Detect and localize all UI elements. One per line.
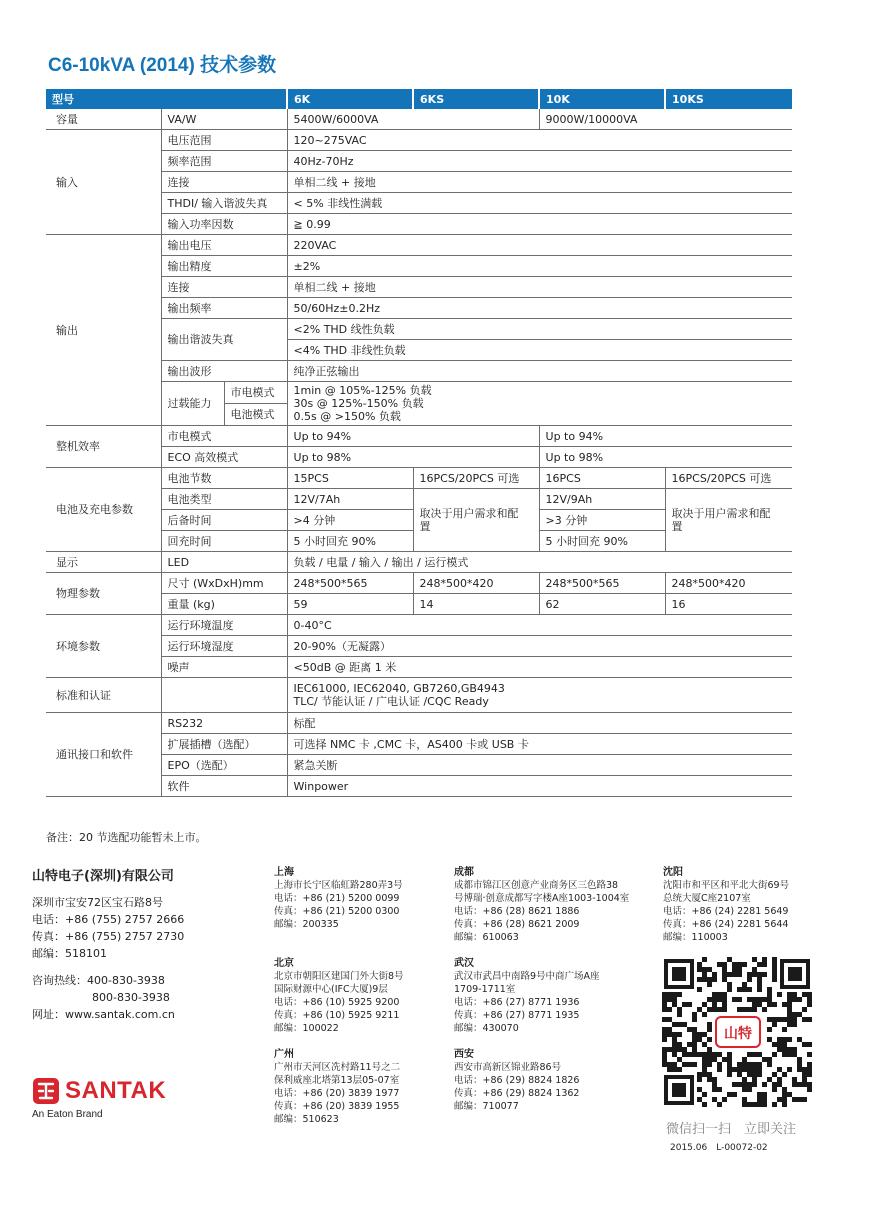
office-line: 总统大厦C座2107室 xyxy=(663,893,751,904)
cell-value: 9000W/10000VA xyxy=(539,109,792,130)
row-label: 尺寸 (WxDxH)mm xyxy=(161,573,287,594)
cell-value: 16PCS/20PCS 可选 xyxy=(665,468,792,489)
page-title: C6-10kVA (2014) 技术参数 xyxy=(48,55,277,76)
group-label: 输入 xyxy=(46,130,161,235)
company-phone: 电话：+86 (755) 2757 2666 xyxy=(32,913,185,926)
company-name: 山特电子(深圳)有限公司 xyxy=(32,869,174,884)
office-line: 电话：+86 (20) 3839 1977 xyxy=(274,1088,400,1099)
cell-value: 248*500*565 xyxy=(539,573,665,594)
cell-value: <2% THD 线性负载 xyxy=(287,319,792,340)
cell-value: >3 分钟 xyxy=(539,510,665,531)
office-line: 上海市长宁区临虹路280弄3号 xyxy=(274,880,403,891)
cell-value: 16PCS/20PCS 可选 xyxy=(413,468,539,489)
row-label: 输出电压 xyxy=(161,235,287,256)
office-line: 电话：+86 (21) 5200 0099 xyxy=(274,893,400,904)
office-line: 国际财源中心(IFC大厦)9层 xyxy=(274,984,388,995)
office-line: 广州市天河区冼村路11号之二 xyxy=(274,1062,401,1073)
company-hotline: 咨询热线：400-830-3938 xyxy=(32,974,165,987)
row-label: 输入功率因数 xyxy=(161,214,287,235)
office-line: 邮编：430070 xyxy=(454,1023,519,1034)
table-row xyxy=(46,678,792,713)
cell-value: 紧急关断 xyxy=(287,755,792,776)
wechat-caption: 微信扫一扫 立即关注 xyxy=(666,1122,797,1137)
cell-value: 120~275VAC xyxy=(287,130,792,151)
office-line: 邮编：610063 xyxy=(454,932,519,943)
row-label: 输出频率 xyxy=(161,298,287,319)
row-label: 输出波形 xyxy=(161,361,287,382)
group-label: 通讯接口和软件 xyxy=(46,713,161,797)
row-sublabel: 电池模式 xyxy=(224,404,287,426)
cell-value: ≧ 0.99 xyxy=(287,214,792,235)
group-label: 电池及充电参数 xyxy=(46,468,161,552)
company-address: 深圳市宝安72区宝石路8号 xyxy=(32,896,163,909)
cell-value xyxy=(287,678,792,713)
row-label: 回充时间 xyxy=(161,531,287,552)
cell-value: 12V/9Ah xyxy=(539,489,665,510)
group-label: 显示 xyxy=(46,552,161,573)
row-label: 运行环境温度 xyxy=(161,615,287,636)
cell-value: 16 xyxy=(665,594,792,615)
row-label: 输出谐波失真 xyxy=(161,319,287,361)
cell-value: 取决于用户需求和配置 xyxy=(413,489,539,552)
office-line: 邮编：200335 xyxy=(274,919,339,930)
row-label: RS232 xyxy=(161,713,287,734)
cell-value: 50/60Hz±0.2Hz xyxy=(287,298,792,319)
row-label: 重量 (kg) xyxy=(161,594,287,615)
row-label: 扩展插槽（选配） xyxy=(161,734,287,755)
row-label: 连接 xyxy=(161,172,287,193)
cell-value: 纯净正弦输出 xyxy=(287,361,792,382)
office-line: 传真：+86 (10) 5925 9211 xyxy=(274,1010,400,1021)
overload-line: 30s @ 125%-150% 负载 xyxy=(293,397,424,410)
group-label: 容量 xyxy=(46,109,161,130)
office-city: 西安 xyxy=(454,1049,474,1060)
cell-value: 248*500*420 xyxy=(413,573,539,594)
cell-value: 248*500*565 xyxy=(287,573,413,594)
row-label: 后备时间 xyxy=(161,510,287,531)
row-label: 电池类型 xyxy=(161,489,287,510)
office-line: 电话：+86 (27) 8771 1936 xyxy=(454,997,580,1008)
cell-value: <4% THD 非线性负载 xyxy=(287,340,792,361)
office-xian xyxy=(454,1048,579,1113)
cell-value: < 5% 非线性满载 xyxy=(287,193,792,214)
cell-value: 5 小时回充 90% xyxy=(287,531,413,552)
brand-tagline: An Eaton Brand xyxy=(32,1109,103,1120)
office-line: 电话：+86 (28) 8621 1886 xyxy=(454,906,580,917)
row-label: THDI/ 输入谐波失真 xyxy=(161,193,287,214)
cell-value: Up to 98% xyxy=(287,447,539,468)
document-code: 2015.06 L-00072-02 xyxy=(670,1143,768,1153)
office-line: 沈阳市和平区和平北大街69号 xyxy=(663,880,790,891)
header-6ks: 6KS xyxy=(413,89,539,109)
company-web: 网址：www.santak.com.cn xyxy=(32,1008,175,1021)
cell-value: 14 xyxy=(413,594,539,615)
cell-value: 248*500*420 xyxy=(665,573,792,594)
overload-line: 1min @ 105%-125% 负载 xyxy=(293,384,432,397)
office-line: 号博瑞·创意成都写字楼A座1003-1004室 xyxy=(454,893,630,904)
company-post: 邮编：518101 xyxy=(32,947,107,960)
office-line: 邮编：110003 xyxy=(663,932,728,943)
office-line: 北京市朝阳区建国门外大街8号 xyxy=(274,971,404,982)
group-label: 标准和认证 xyxy=(46,678,161,713)
cell-value: <50dB @ 距离 1 米 xyxy=(287,657,792,678)
office-line: 邮编：710077 xyxy=(454,1101,519,1112)
office-city: 成都 xyxy=(454,867,474,878)
santak-logo xyxy=(32,1077,166,1105)
table-row xyxy=(46,426,792,447)
cell-value xyxy=(287,382,792,426)
row-label: EPO（选配） xyxy=(161,755,287,776)
row-label: 运行环境湿度 xyxy=(161,636,287,657)
office-shanghai xyxy=(274,866,403,931)
cell-value: 220VAC xyxy=(287,235,792,256)
group-label: 物理参数 xyxy=(46,573,161,615)
office-line: 保利威座北塔第13层05-07室 xyxy=(274,1075,400,1086)
cell-value: 可选择 NMC 卡 ,CMC 卡，AS400 卡或 USB 卡 xyxy=(287,734,792,755)
office-line: 传真：+86 (24) 2281 5644 xyxy=(663,919,789,930)
spec-table xyxy=(46,89,792,797)
table-header-row xyxy=(46,89,792,109)
office-line: 1709-1711室 xyxy=(454,984,516,995)
row-sublabel: 市电模式 xyxy=(224,382,287,404)
table-row xyxy=(46,713,792,734)
cell-value: 40Hz-70Hz xyxy=(287,151,792,172)
row-label: 连接 xyxy=(161,277,287,298)
cell-value: 单相二线 + 接地 xyxy=(287,277,792,298)
cell-value: 62 xyxy=(539,594,665,615)
group-label: 环境参数 xyxy=(46,615,161,678)
office-city: 沈阳 xyxy=(663,867,683,878)
company-hotline-2: 800-830-3938 xyxy=(92,991,170,1004)
footnote: 备注：20 节选配功能暂未上市。 xyxy=(46,831,207,844)
cell-value: 5 小时回充 90% xyxy=(539,531,665,552)
office-wuhan xyxy=(454,957,600,1035)
cell-value: 单相二线 + 接地 xyxy=(287,172,792,193)
office-line: 邮编：510623 xyxy=(274,1114,339,1125)
standards-line: IEC61000, IEC62040, GB7260,GB4943 xyxy=(293,682,505,695)
cell-value: Winpower xyxy=(287,776,792,797)
table-row xyxy=(46,235,792,256)
overload-line: 0.5s @ >150% 负载 xyxy=(293,410,401,423)
cell-value: 59 xyxy=(287,594,413,615)
cell-value: Up to 94% xyxy=(539,426,792,447)
header-10k: 10K xyxy=(539,89,665,109)
header-10ks: 10KS xyxy=(665,89,792,109)
row-label: VA/W xyxy=(161,109,287,130)
cell-value: 20-90%（无凝露） xyxy=(287,636,792,657)
row-label: ECO 高效模式 xyxy=(161,447,287,468)
row-label: 电池节数 xyxy=(161,468,287,489)
table-row xyxy=(46,552,792,573)
table-row xyxy=(46,109,792,130)
office-line: 邮编：100022 xyxy=(274,1023,339,1034)
office-chengdu xyxy=(454,866,629,944)
santak-emblem-icon xyxy=(32,1077,60,1105)
office-line: 电话：+86 (10) 5925 9200 xyxy=(274,997,400,1008)
cell-value: 取决于用户需求和配置 xyxy=(665,489,792,552)
office-line: 传真：+86 (21) 5200 0300 xyxy=(274,906,400,917)
cell-value: 16PCS xyxy=(539,468,665,489)
cell-value: 标配 xyxy=(287,713,792,734)
row-label: 过载能力 xyxy=(161,382,224,426)
cell-value: 12V/7Ah xyxy=(287,489,413,510)
table-row xyxy=(46,573,792,594)
header-6k: 6K xyxy=(287,89,413,109)
table-row xyxy=(46,615,792,636)
row-label: 噪声 xyxy=(161,657,287,678)
office-guangzhou xyxy=(274,1048,400,1126)
office-city: 北京 xyxy=(274,958,294,969)
cell-value: 0-40°C xyxy=(287,615,792,636)
wechat-qr-code-icon xyxy=(662,957,812,1107)
office-line: 传真：+86 (20) 3839 1955 xyxy=(274,1101,400,1112)
row-label: 市电模式 xyxy=(161,426,287,447)
office-line: 传真：+86 (29) 8824 1362 xyxy=(454,1088,580,1099)
office-line: 西安市高新区锦业路86号 xyxy=(454,1062,562,1073)
table-row xyxy=(46,468,792,489)
office-line: 传真：+86 (27) 8771 1935 xyxy=(454,1010,580,1021)
cell-value: 负载 / 电量 / 输入 / 输出 / 运行模式 xyxy=(287,552,792,573)
group-label: 整机效率 xyxy=(46,426,161,468)
row-label: 电压范围 xyxy=(161,130,287,151)
office-city: 武汉 xyxy=(454,958,474,969)
cell-value: Up to 98% xyxy=(539,447,792,468)
cell-value: ±2% xyxy=(287,256,792,277)
row-label: LED xyxy=(161,552,287,573)
office-city: 广州 xyxy=(274,1049,294,1060)
header-model: 型号 xyxy=(46,89,287,109)
row-label xyxy=(161,678,287,713)
office-line: 电话：+86 (29) 8824 1826 xyxy=(454,1075,580,1086)
office-shenyang xyxy=(663,866,789,944)
office-line: 武汉市武昌中南路9号中商广场A座 xyxy=(454,971,600,982)
group-label: 输出 xyxy=(46,235,161,426)
table-row xyxy=(46,130,792,151)
row-label: 输出精度 xyxy=(161,256,287,277)
company-fax: 传真：+86 (755) 2757 2730 xyxy=(32,930,185,943)
santak-wordmark: SANTAK xyxy=(65,1077,167,1104)
standards-line: TLC/ 节能认证 / 广电认证 /CQC Ready xyxy=(293,695,489,708)
office-beijing xyxy=(274,957,404,1035)
row-label: 频率范围 xyxy=(161,151,287,172)
row-label: 软件 xyxy=(161,776,287,797)
office-line: 成都市锦江区创意产业商务区三色路38 xyxy=(454,880,619,891)
qr-center-label: 山特 xyxy=(724,1026,752,1042)
office-line: 传真：+86 (28) 8621 2009 xyxy=(454,919,580,930)
cell-value: Up to 94% xyxy=(287,426,539,447)
cell-value: 5400W/6000VA xyxy=(287,109,539,130)
cell-value: 15PCS xyxy=(287,468,413,489)
cell-value: >4 分钟 xyxy=(287,510,413,531)
office-line: 电话：+86 (24) 2281 5649 xyxy=(663,906,789,917)
office-city: 上海 xyxy=(274,867,294,878)
